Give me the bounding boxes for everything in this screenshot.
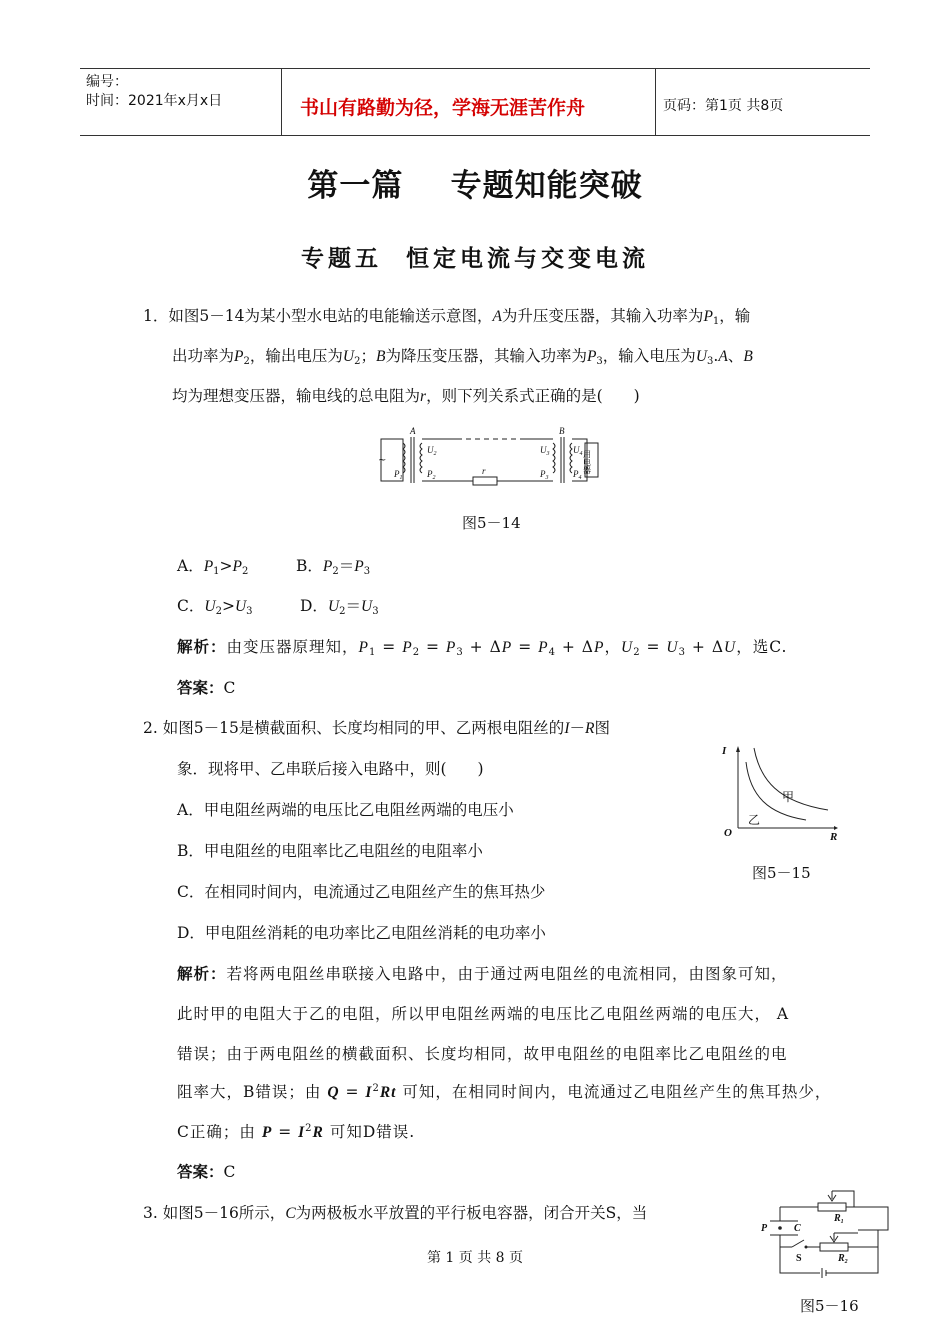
q2-option-C: C．在相同时间内，电流通过乙电阻丝产生的焦耳热少	[177, 883, 546, 901]
q2-stem-line2: 象．现将甲、乙串联后接入电路中，则( )	[177, 760, 484, 778]
figure-5-16-circuit	[758, 1185, 898, 1285]
header-divider-right	[655, 68, 656, 136]
fig16-label-C: C	[794, 1223, 801, 1234]
q1-option-D: D．$U_2=U_3$	[300, 597, 379, 617]
fig15-label-jia: 甲	[782, 790, 795, 804]
figure-5-14-transmission-diagram	[375, 425, 610, 493]
fig16-label-R2: $R_2$	[838, 1253, 848, 1265]
fig14-label-U3: $U_3$	[540, 445, 550, 457]
q2-option-D: D．甲电阻丝消耗的电功率比乙电阻丝消耗的电功率小	[177, 924, 546, 942]
q1-stem-line1: 1．如图5－14为某小型水电站的电能输送示意图，A为升压变压器，其输入功率为$P_1$，输	[143, 307, 751, 327]
q2-analysis-line5: C正确；由 $P = I^2R$ 可知D错误.	[177, 1123, 416, 1141]
q2-stem-line1: 2. 如图5－15是横截面积、长度均相同的甲、乙两根电阻丝的I－R图	[143, 719, 610, 737]
fig15-label-yi: 乙	[748, 813, 761, 827]
q1-analysis: 解析：由变压器原理知，$P_1 = P_2 = P_3 + \Delta P = P_4 + \Delta P$，$U_2 = U_3 + \Delta U$，选C.	[177, 638, 788, 658]
fig16-label-S: S	[796, 1253, 802, 1264]
header-motto: 书山有路勤为径，学海无涯苦作舟	[300, 97, 586, 119]
q1-stem-line3: 均为理想变压器，输电线的总电阻为r，则下列关系式正确的是( )	[172, 387, 640, 405]
fig14-label-P3: $P_3$	[540, 469, 549, 481]
q2-answer: 答案：C	[177, 1163, 236, 1181]
q1-answer: 答案：C	[177, 679, 236, 697]
fig14-label-U4: $U_4$	[573, 445, 583, 457]
page-footer: 第 1 页 共 8 页	[426, 1250, 524, 1266]
q2-analysis-line4: 阻率大，B错误；由 $Q = I^2Rt$ 可知，在相同时间内，电流通过乙电阻丝产生的焦耳热少，	[177, 1083, 832, 1101]
header-page-info: 页码：第1页 共8页	[663, 98, 784, 114]
fig16-label-R1: $R_1$	[834, 1213, 844, 1225]
q3-stem-line1: 3. 如图5－16所示，C为两极板水平放置的平行板电容器，闭合开关S，当	[143, 1204, 648, 1222]
q1-option-B: B．$P_2=P_3$	[296, 557, 371, 577]
figure-5-15-i-r-graph	[718, 740, 848, 845]
fig14-label-P2: $P_2$	[427, 469, 436, 481]
q2-option-B: B．甲电阻丝的电阻率比乙电阻丝的电阻率小	[177, 842, 483, 860]
figure-5-15-caption: 图5－15	[752, 864, 811, 882]
fig14-label-P1: $P_1$	[394, 469, 403, 481]
header-code-label: 编号：	[86, 74, 128, 90]
q1-option-A: A．$P_1>P_2$	[177, 557, 249, 577]
page-title: 第一篇 专题知能突破	[307, 168, 643, 204]
header-time: 时间：2021年x月x日	[86, 93, 223, 109]
fig15-axis-R: R	[830, 831, 838, 843]
fig14-label-U2: $U_2$	[427, 445, 437, 457]
q1-stem-line2: 出功率为$P_2$，输出电压为$U_2$；B为降压变压器，其输入功率为$P_3$，输入电压为$U_3.A$、B	[172, 347, 753, 367]
q2-analysis-line3: 错误；由于两电阻丝的横截面积、长度均相同，故甲电阻丝的电阻率比乙电阻丝的电	[177, 1045, 788, 1063]
header-top-rule	[80, 68, 870, 69]
fig14-label-P4: $P_4$	[573, 469, 582, 481]
figure-5-14-caption: 图5－14	[462, 514, 521, 532]
fig15-origin-O: O	[724, 827, 732, 839]
fig14-ac-source-symbol: ~	[378, 455, 387, 466]
fig14-load-label: 用电器	[582, 450, 592, 474]
q2-analysis-line2: 此时甲的电阻大于乙的电阻，所以甲电阻丝两端的电压比乙电阻丝两端的电压大， A	[177, 1005, 790, 1023]
q2-option-A: A．甲电阻丝两端的电压比乙电阻丝两端的电压小	[177, 801, 514, 819]
fig16-label-P: P	[761, 1223, 768, 1234]
fig14-label-r: r	[482, 466, 486, 476]
header-divider-left	[281, 68, 282, 136]
fig14-label-B: B	[559, 426, 565, 436]
figure-5-16-caption: 图5－16	[800, 1297, 859, 1315]
header-bottom-rule	[80, 135, 870, 136]
curve-yi	[746, 762, 806, 820]
fig15-axis-I: I	[722, 745, 727, 757]
q2-analysis-line1: 解析：若将两电阻丝串联接入电路中，由于通过两电阻丝的电流相同，由图象可知，	[177, 965, 788, 983]
q1-option-C: C．$U_2>U_3$	[177, 597, 253, 617]
fig14-label-A: A	[410, 426, 416, 436]
page-subtitle: 专题五 恒定电流与交变电流	[300, 246, 649, 272]
